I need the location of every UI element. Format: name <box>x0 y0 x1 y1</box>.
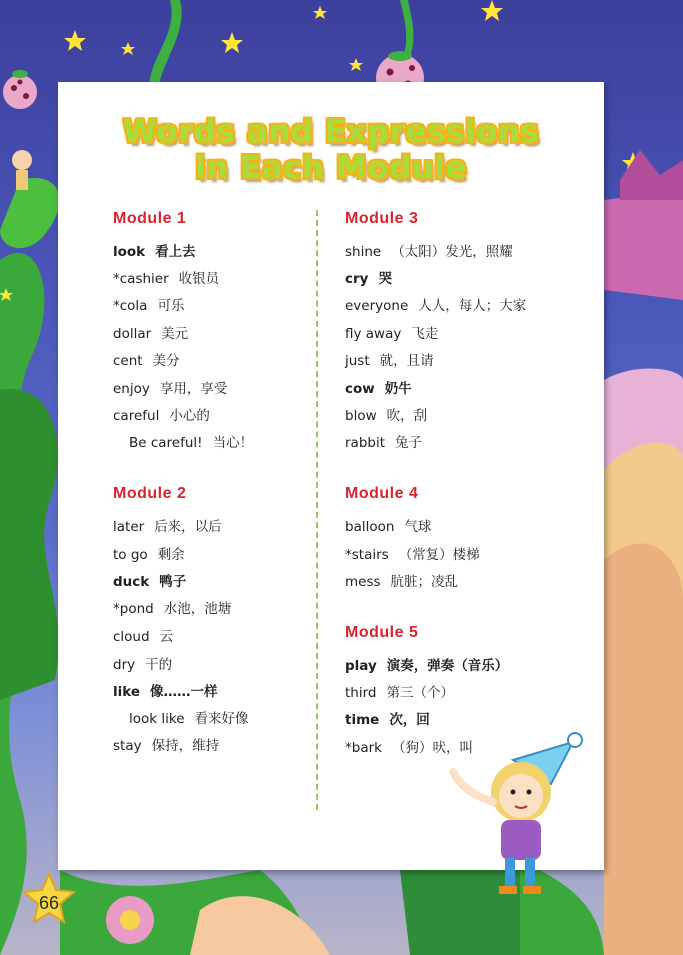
vocab-entry: *bark （狗）吠，叫 <box>345 740 473 756</box>
vocab-entry: cow 奶牛 <box>345 381 412 397</box>
vocab-entry: balloon 气球 <box>345 519 432 535</box>
column-divider <box>316 210 318 810</box>
vocab-entry: to go 剩余 <box>113 547 185 563</box>
vocab-entry: *pond 水池，池塘 <box>113 601 232 617</box>
vocab-entry: look like 看来好像 <box>129 711 249 727</box>
vocab-entry: cent 美分 <box>113 353 180 369</box>
module-heading: Module 3 <box>345 210 419 227</box>
vocab-entry: dollar 美元 <box>113 326 189 342</box>
vocab-entry: *stairs （常复）楼梯 <box>345 547 480 563</box>
module-heading: Module 5 <box>345 624 419 641</box>
vocab-entry: duck 鸭子 <box>113 574 187 590</box>
module-heading: Module 4 <box>345 485 419 502</box>
vocab-entry: mess 肮脏；凌乱 <box>345 574 459 590</box>
vocab-entry: shine （太阳）发光，照耀 <box>345 244 513 260</box>
vocab-entry: look 看上去 <box>113 244 196 260</box>
page-title-line1: Words and Expressions <box>122 114 540 150</box>
vocab-entry: just 就，且请 <box>345 353 434 369</box>
vocab-entry: *cola 可乐 <box>113 298 185 314</box>
vocab-entry: like 像……一样 <box>113 684 218 700</box>
vocab-entry: rabbit 兔子 <box>345 435 423 451</box>
page-number <box>26 880 72 926</box>
girl-illustration <box>433 722 583 902</box>
page-number-label: 66 <box>38 893 60 913</box>
vocab-entry: stay 保持，维持 <box>113 738 220 754</box>
vocabulary-card <box>58 82 604 870</box>
vocab-entry: third 第三（个） <box>345 685 454 701</box>
vocab-entry: careful 小心的 <box>113 408 210 424</box>
vocab-entry: cloud 云 <box>113 629 174 645</box>
vocab-entry: fly away 飞走 <box>345 326 439 342</box>
vocab-entry: later 后来，以后 <box>113 519 222 535</box>
vocab-entry: cry 哭 <box>345 271 392 287</box>
vocab-entry: Be careful! 当心！ <box>129 435 254 451</box>
vocab-entry: everyone 人人，每人；大家 <box>345 298 527 314</box>
page-title-line2: in Each Module <box>195 150 467 186</box>
vocab-entry: dry 干的 <box>113 657 173 673</box>
vocab-entry: time 次，回 <box>345 712 430 728</box>
vocab-entry: *cashier 收银员 <box>113 271 220 287</box>
vocab-entry: blow 吹，刮 <box>345 408 428 424</box>
vocab-entry: enjoy 享用，享受 <box>113 381 228 397</box>
vocab-entry: play 演奏，弹奏（音乐） <box>345 658 509 674</box>
module-heading: Module 2 <box>113 485 187 502</box>
module-heading: Module 1 <box>113 210 187 227</box>
